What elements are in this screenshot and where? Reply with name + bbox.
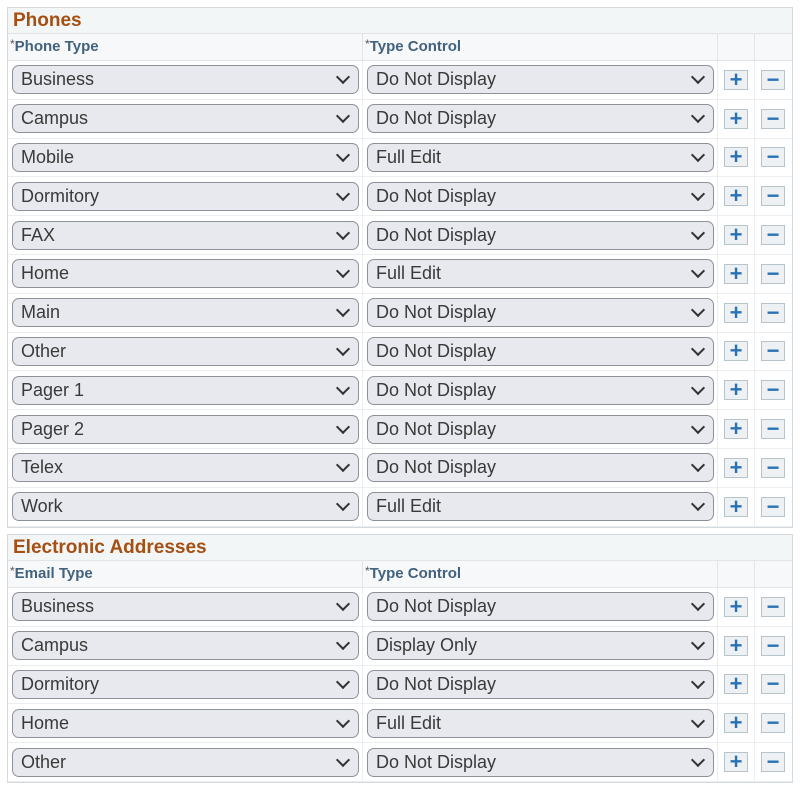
- plus-icon: +: [729, 222, 743, 248]
- add-row-button[interactable]: [724, 105, 748, 131]
- delete-row-button[interactable]: [761, 183, 785, 209]
- phone-type-select[interactable]: [12, 143, 359, 172]
- table-row: [8, 100, 792, 139]
- type-control-select[interactable]: [367, 65, 714, 94]
- cell: [718, 100, 755, 138]
- chevron-down-icon: [336, 497, 350, 511]
- cell: [718, 743, 755, 781]
- add-row-button[interactable]: [724, 749, 748, 775]
- select-value: Do Not Display: [376, 302, 497, 323]
- type-control-select[interactable]: [367, 453, 714, 482]
- type-control-select[interactable]: [367, 298, 714, 327]
- select-value: Do Not Display: [376, 185, 497, 206]
- cell: [363, 100, 718, 138]
- plus-icon: +: [729, 299, 743, 325]
- plus-icon: +: [729, 671, 743, 697]
- chevron-down-icon: [691, 597, 705, 611]
- delete-row-button[interactable]: [761, 416, 785, 442]
- add-row-button[interactable]: [724, 377, 748, 403]
- cell: [718, 666, 755, 704]
- chevron-down-icon: [336, 109, 350, 123]
- cell: [363, 177, 718, 215]
- plus-icon: +: [729, 66, 743, 92]
- add-row-button[interactable]: [724, 183, 748, 209]
- table-row: [8, 666, 792, 705]
- cell: [718, 139, 755, 177]
- select-value: Campus: [21, 108, 89, 129]
- cell: [718, 449, 755, 487]
- select-value: Pager 1: [21, 379, 85, 400]
- chevron-down-icon: [691, 70, 705, 84]
- chevron-down-icon: [691, 497, 705, 511]
- table-row: [8, 488, 792, 527]
- type-control-select[interactable]: [367, 631, 714, 660]
- delete-row-button[interactable]: [761, 66, 785, 92]
- chevron-down-icon: [336, 342, 350, 356]
- email-type-select[interactable]: [12, 631, 359, 660]
- chevron-down-icon: [336, 753, 350, 767]
- chevron-down-icon: [691, 381, 705, 395]
- cell: [718, 627, 755, 665]
- delete-row-button[interactable]: [761, 710, 785, 736]
- plus-icon: +: [729, 183, 743, 209]
- select-value: FAX: [21, 224, 56, 245]
- table-row: [8, 410, 792, 449]
- cell: [363, 588, 718, 626]
- chevron-down-icon: [691, 675, 705, 689]
- delete-row-button[interactable]: [761, 105, 785, 131]
- plus-icon: +: [729, 416, 743, 442]
- select-value: Display Only: [376, 635, 478, 656]
- plus-icon: +: [729, 749, 743, 775]
- cell: [755, 743, 792, 781]
- add-row-button[interactable]: [724, 671, 748, 697]
- cell: [8, 333, 363, 371]
- cell: [755, 410, 792, 448]
- cell: [718, 488, 755, 526]
- add-row-button[interactable]: [724, 632, 748, 658]
- add-row-button[interactable]: [724, 710, 748, 736]
- cell: [755, 333, 792, 371]
- col-header-type-control: [363, 561, 718, 587]
- minus-icon: −: [766, 454, 780, 480]
- cell: [8, 410, 363, 448]
- table-row: [8, 61, 792, 100]
- chevron-down-icon: [336, 675, 350, 689]
- plus-icon: +: [729, 260, 743, 286]
- cell: [718, 704, 755, 742]
- cell: [8, 61, 363, 99]
- cell: [363, 371, 718, 409]
- chevron-down-icon: [691, 342, 705, 356]
- col-header-add: [718, 561, 755, 587]
- type-control-select[interactable]: [367, 182, 714, 211]
- phone-type-select[interactable]: [12, 65, 359, 94]
- email-type-select[interactable]: [12, 748, 359, 777]
- minus-icon: −: [766, 416, 780, 442]
- type-control-select[interactable]: [367, 415, 714, 444]
- select-value: Main: [21, 302, 61, 323]
- type-control-select[interactable]: [367, 221, 714, 250]
- phone-type-select[interactable]: [12, 259, 359, 288]
- chevron-down-icon: [336, 70, 350, 84]
- add-row-button[interactable]: [724, 593, 748, 619]
- plus-icon: +: [729, 710, 743, 736]
- cell: [363, 294, 718, 332]
- cell: [755, 704, 792, 742]
- chevron-down-icon: [691, 458, 705, 472]
- table-row: [8, 216, 792, 255]
- chevron-down-icon: [336, 714, 350, 728]
- type-control-select[interactable]: [367, 259, 714, 288]
- delete-row-button[interactable]: [761, 338, 785, 364]
- table-row: [8, 449, 792, 488]
- chevron-down-icon: [336, 381, 350, 395]
- table-row: [8, 704, 792, 743]
- table-row: [8, 333, 792, 372]
- required-marker: *: [10, 564, 15, 578]
- select-value: Telex: [21, 457, 64, 478]
- cell: [718, 294, 755, 332]
- email-type-select[interactable]: [12, 592, 359, 621]
- add-row-button[interactable]: [724, 260, 748, 286]
- cell: [363, 139, 718, 177]
- chevron-down-icon: [336, 636, 350, 650]
- cell: [363, 216, 718, 254]
- type-control-select[interactable]: [367, 143, 714, 172]
- cell: [8, 216, 363, 254]
- col-header-type-control: [363, 34, 718, 60]
- delete-row-button[interactable]: [761, 493, 785, 519]
- add-row-button[interactable]: [724, 299, 748, 325]
- chevron-down-icon: [691, 753, 705, 767]
- chevron-down-icon: [336, 419, 350, 433]
- plus-icon: +: [729, 338, 743, 364]
- table-row: [8, 139, 792, 178]
- section-title: Electronic Addresses: [8, 535, 792, 561]
- minus-icon: −: [766, 66, 780, 92]
- add-row-button[interactable]: [724, 493, 748, 519]
- type-control-select[interactable]: [367, 337, 714, 366]
- email-type-select[interactable]: [12, 709, 359, 738]
- delete-row-button[interactable]: [761, 144, 785, 170]
- cell: [363, 410, 718, 448]
- phone-type-select[interactable]: [12, 376, 359, 405]
- electronic-addresses-section: [7, 534, 793, 783]
- col-label: Type Control: [369, 565, 462, 582]
- table-row: [8, 371, 792, 410]
- plus-icon: +: [729, 377, 743, 403]
- type-control-select[interactable]: [367, 492, 714, 521]
- select-value: Do Not Display: [376, 69, 497, 90]
- select-value: Do Not Display: [376, 457, 497, 478]
- select-value: Do Not Display: [376, 596, 497, 617]
- delete-row-button[interactable]: [761, 632, 785, 658]
- select-value: Business: [21, 69, 95, 90]
- grid-header: [8, 561, 792, 588]
- cell: [8, 449, 363, 487]
- chevron-down-icon: [691, 109, 705, 123]
- cell: [8, 139, 363, 177]
- add-row-button[interactable]: [724, 338, 748, 364]
- cell: [363, 704, 718, 742]
- required-marker: *: [365, 564, 370, 578]
- select-value: Do Not Display: [376, 751, 497, 772]
- phones-section: [7, 7, 793, 528]
- phone-type-select[interactable]: [12, 104, 359, 133]
- select-value: Business: [21, 596, 95, 617]
- select-value: Dormitory: [21, 185, 100, 206]
- plus-icon: +: [729, 454, 743, 480]
- cell: [8, 666, 363, 704]
- minus-icon: −: [766, 299, 780, 325]
- type-control-select[interactable]: [367, 748, 714, 777]
- phone-type-select[interactable]: [12, 415, 359, 444]
- cell: [363, 627, 718, 665]
- add-row-button[interactable]: [724, 454, 748, 480]
- select-value: Do Not Display: [376, 418, 497, 439]
- table-row: [8, 177, 792, 216]
- cell: [8, 177, 363, 215]
- cell: [755, 255, 792, 293]
- select-value: Full Edit: [376, 712, 442, 733]
- select-value: Other: [21, 751, 67, 772]
- plus-icon: +: [729, 632, 743, 658]
- phone-type-select[interactable]: [12, 182, 359, 211]
- phone-type-select[interactable]: [12, 337, 359, 366]
- chevron-down-icon: [691, 264, 705, 278]
- cell: [8, 488, 363, 526]
- minus-icon: −: [766, 593, 780, 619]
- cell: [755, 488, 792, 526]
- cell: [8, 371, 363, 409]
- add-row-button[interactable]: [724, 144, 748, 170]
- chevron-down-icon: [691, 636, 705, 650]
- delete-row-button[interactable]: [761, 377, 785, 403]
- type-control-select[interactable]: [367, 670, 714, 699]
- cell: [755, 627, 792, 665]
- select-value: Work: [21, 496, 63, 517]
- cell: [8, 255, 363, 293]
- chevron-down-icon: [691, 714, 705, 728]
- delete-row-button[interactable]: [761, 299, 785, 325]
- email-type-select[interactable]: [12, 670, 359, 699]
- type-control-select[interactable]: [367, 104, 714, 133]
- cell: [718, 177, 755, 215]
- table-row: [8, 294, 792, 333]
- chevron-down-icon: [691, 226, 705, 240]
- cell: [755, 588, 792, 626]
- cell: [8, 294, 363, 332]
- minus-icon: −: [766, 222, 780, 248]
- chevron-down-icon: [336, 148, 350, 162]
- required-marker: *: [365, 37, 370, 51]
- cell: [755, 139, 792, 177]
- chevron-down-icon: [336, 187, 350, 201]
- phone-type-select[interactable]: [12, 453, 359, 482]
- delete-row-button[interactable]: [761, 260, 785, 286]
- select-value: Full Edit: [376, 496, 442, 517]
- col-header-remove: [755, 34, 792, 60]
- cell: [718, 61, 755, 99]
- select-value: Home: [21, 712, 70, 733]
- cell: [718, 216, 755, 254]
- col-header-remove: [755, 561, 792, 587]
- cell: [755, 666, 792, 704]
- cell: [8, 704, 363, 742]
- phone-type-select[interactable]: [12, 492, 359, 521]
- minus-icon: −: [766, 105, 780, 131]
- select-value: Dormitory: [21, 673, 100, 694]
- cell: [718, 255, 755, 293]
- col-label: Email Type: [14, 565, 93, 582]
- plus-icon: +: [729, 493, 743, 519]
- cell: [363, 488, 718, 526]
- cell: [8, 743, 363, 781]
- col-header-email-type: [8, 561, 363, 587]
- table-row: [8, 255, 792, 294]
- delete-row-button[interactable]: [761, 593, 785, 619]
- delete-row-button[interactable]: [761, 749, 785, 775]
- chevron-down-icon: [336, 303, 350, 317]
- cell: [755, 61, 792, 99]
- select-value: Do Not Display: [376, 340, 497, 361]
- cell: [718, 371, 755, 409]
- cell: [8, 100, 363, 138]
- chevron-down-icon: [336, 264, 350, 278]
- section-title: Phones: [8, 8, 792, 34]
- select-value: Other: [21, 340, 67, 361]
- minus-icon: −: [766, 338, 780, 364]
- cell: [363, 666, 718, 704]
- select-value: Mobile: [21, 146, 75, 167]
- chevron-down-icon: [691, 419, 705, 433]
- table-row: [8, 588, 792, 627]
- select-value: Pager 2: [21, 418, 85, 439]
- chevron-down-icon: [691, 148, 705, 162]
- cell: [8, 627, 363, 665]
- cell: [363, 743, 718, 781]
- phone-type-select[interactable]: [12, 298, 359, 327]
- add-row-button[interactable]: [724, 66, 748, 92]
- col-label: Phone Type: [14, 38, 99, 55]
- cell: [363, 61, 718, 99]
- select-value: Do Not Display: [376, 224, 497, 245]
- minus-icon: −: [766, 144, 780, 170]
- cell: [363, 255, 718, 293]
- minus-icon: −: [766, 749, 780, 775]
- col-label: Type Control: [369, 38, 462, 55]
- minus-icon: −: [766, 377, 780, 403]
- minus-icon: −: [766, 710, 780, 736]
- minus-icon: −: [766, 671, 780, 697]
- delete-row-button[interactable]: [761, 222, 785, 248]
- minus-icon: −: [766, 493, 780, 519]
- cell: [755, 100, 792, 138]
- table-row: [8, 627, 792, 666]
- cell: [718, 588, 755, 626]
- delete-row-button[interactable]: [761, 671, 785, 697]
- cell: [755, 294, 792, 332]
- cell: [8, 588, 363, 626]
- col-header-phone-type: [8, 34, 363, 60]
- add-row-button[interactable]: [724, 416, 748, 442]
- phone-type-select[interactable]: [12, 221, 359, 250]
- minus-icon: −: [766, 260, 780, 286]
- grid-header: [8, 34, 792, 61]
- chevron-down-icon: [691, 303, 705, 317]
- cell: [755, 371, 792, 409]
- select-value: Do Not Display: [376, 379, 497, 400]
- select-value: Full Edit: [376, 263, 442, 284]
- cell: [755, 216, 792, 254]
- plus-icon: +: [729, 144, 743, 170]
- select-value: Full Edit: [376, 146, 442, 167]
- select-value: Campus: [21, 635, 89, 656]
- type-control-select[interactable]: [367, 592, 714, 621]
- delete-row-button[interactable]: [761, 454, 785, 480]
- plus-icon: +: [729, 105, 743, 131]
- chevron-down-icon: [691, 187, 705, 201]
- select-value: Do Not Display: [376, 673, 497, 694]
- chevron-down-icon: [336, 458, 350, 472]
- cell: [755, 177, 792, 215]
- select-value: Home: [21, 263, 70, 284]
- minus-icon: −: [766, 632, 780, 658]
- type-control-select[interactable]: [367, 709, 714, 738]
- table-row: [8, 743, 792, 782]
- type-control-select[interactable]: [367, 376, 714, 405]
- chevron-down-icon: [336, 226, 350, 240]
- select-value: Do Not Display: [376, 108, 497, 129]
- cell: [718, 333, 755, 371]
- chevron-down-icon: [336, 597, 350, 611]
- required-marker: *: [10, 37, 15, 51]
- col-header-add: [718, 34, 755, 60]
- plus-icon: +: [729, 593, 743, 619]
- add-row-button[interactable]: [724, 222, 748, 248]
- cell: [363, 449, 718, 487]
- cell: [718, 410, 755, 448]
- cell: [755, 449, 792, 487]
- minus-icon: −: [766, 183, 780, 209]
- cell: [363, 333, 718, 371]
